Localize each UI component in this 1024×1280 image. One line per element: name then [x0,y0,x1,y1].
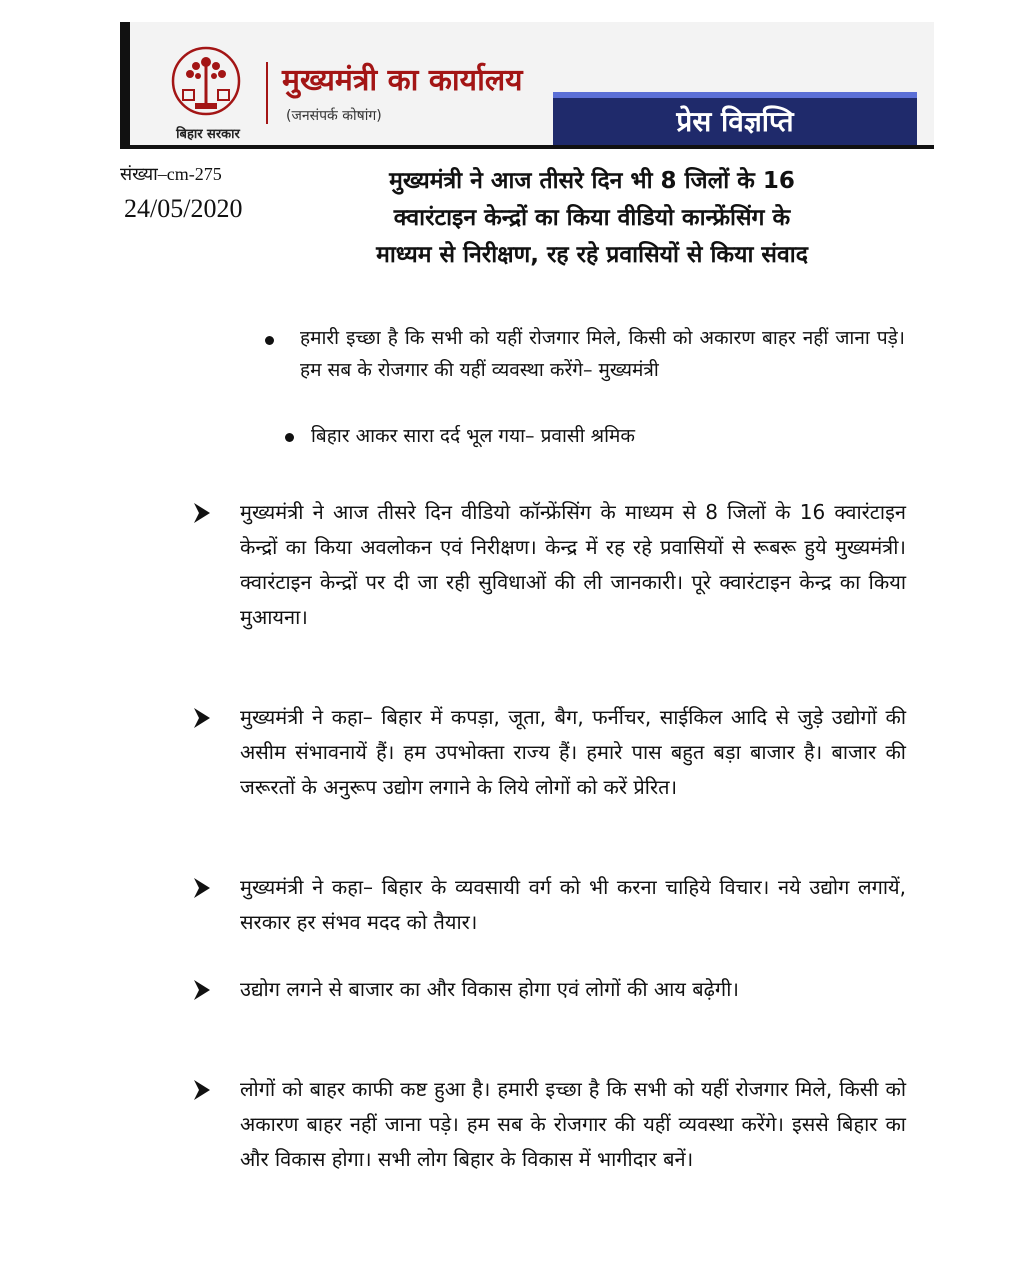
headline-line: मुख्यमंत्री ने आज तीसरे दिन भी 8 जिलों के 16 [389,168,795,194]
headline [278,163,906,274]
news-point: लोगों को बाहर काफी कष्ट हुआ है। हमारी इच्छा है कि सभी को यहीं रोजगार मिले, किसी को अकारण बाहर नहीं जाना पड़े। हम सब के रोजगार की यहीं व्यवस्था करेंगे। इससे बिहार का और विकास होगा। सभी लोग बिहार के विकास में भागीदार बनें। [240,1077,906,1171]
bullet-dot-icon [285,433,294,442]
reference-date: 24/05/2020 [124,194,243,223]
headline-line: माध्यम से निरीक्षण, रह रहे प्रवासियों से किया संवाद [376,242,808,268]
news-point: मुख्यमंत्री ने आज तीसरे दिन वीडियो कॉन्फ्रेंसिंग के माध्यम से 8 जिलों के 16 क्वारंटाइन केन्द्रों का किया अवलोकन एवं निरीक्षण। केन्द्र में रह रहे प्रवासियों से रूबरू हुये मुख्यमंत्री। क्वारंटाइन केन्द्रों पर दी जा रही सुविधाओं की ली जानकारी। पूरे क्वारंटाइन केन्द्र का किया मुआयना। [240,500,906,629]
office-title: मुख्यमंत्री का कार्यालय [282,63,523,98]
news-point: मुख्यमंत्री ने कहा– बिहार के व्यवसायी वर्ग को भी करना चाहिये विचार। नये उद्योग लगायें, सरकार हर संभव मदद को तैयार। [240,875,906,934]
arrow-bullet-icon [193,707,211,729]
arrow-bullet-icon [193,979,211,1001]
letterhead-bottom-rule [120,145,934,149]
arrow-bullet-icon [193,1079,211,1101]
office-subtitle: (जनसंपर्क कोषांग) [286,108,382,124]
press-release-label: प्रेस विज्ञप्ति [676,105,794,138]
emblem-caption: बिहार सरकार [176,127,240,142]
letterhead-left-border [120,22,130,147]
highlight-item: बिहार आकर सारा दर्द भूल गया– प्रवासी श्रमिक [311,425,636,447]
news-point: उद्योग लगने से बाजार का और विकास होगा एवं लोगों की आय बढ़ेगी। [240,977,739,1001]
arrow-bullet-icon [193,502,211,524]
header-divider [266,62,268,124]
news-point: मुख्यमंत्री ने कहा– बिहार में कपड़ा, जूता, बैग, फर्नीचर, साईकिल आदि से जुड़े उद्योगों की असीम संभावनायें हैं। हम उपभोक्ता राज्य हैं। हमारे पास बहुत बड़ा बाजार है। बाजार की जरूरतों के अनुरूप उद्योग लगाने के लिये लोगों को करें प्रेरित। [240,705,906,799]
bullet-dot-icon [265,336,274,345]
highlight-item: हमारी इच्छा है कि सभी को यहीं रोजगार मिले, किसी को अकारण बाहर नहीं जाना पड़े। हम सब के रोजगार की यहीं व्यवस्था करेंगे– मुख्यमंत्री [300,327,905,381]
arrow-bullet-icon [193,877,211,899]
reference-number: संख्या–cm-275 [120,164,222,184]
bihar-emblem-icon [165,46,247,116]
headline-line: क्वारंटाइन केन्द्रों का किया वीडियो कान्फ्रेंसिंग के [393,205,791,231]
